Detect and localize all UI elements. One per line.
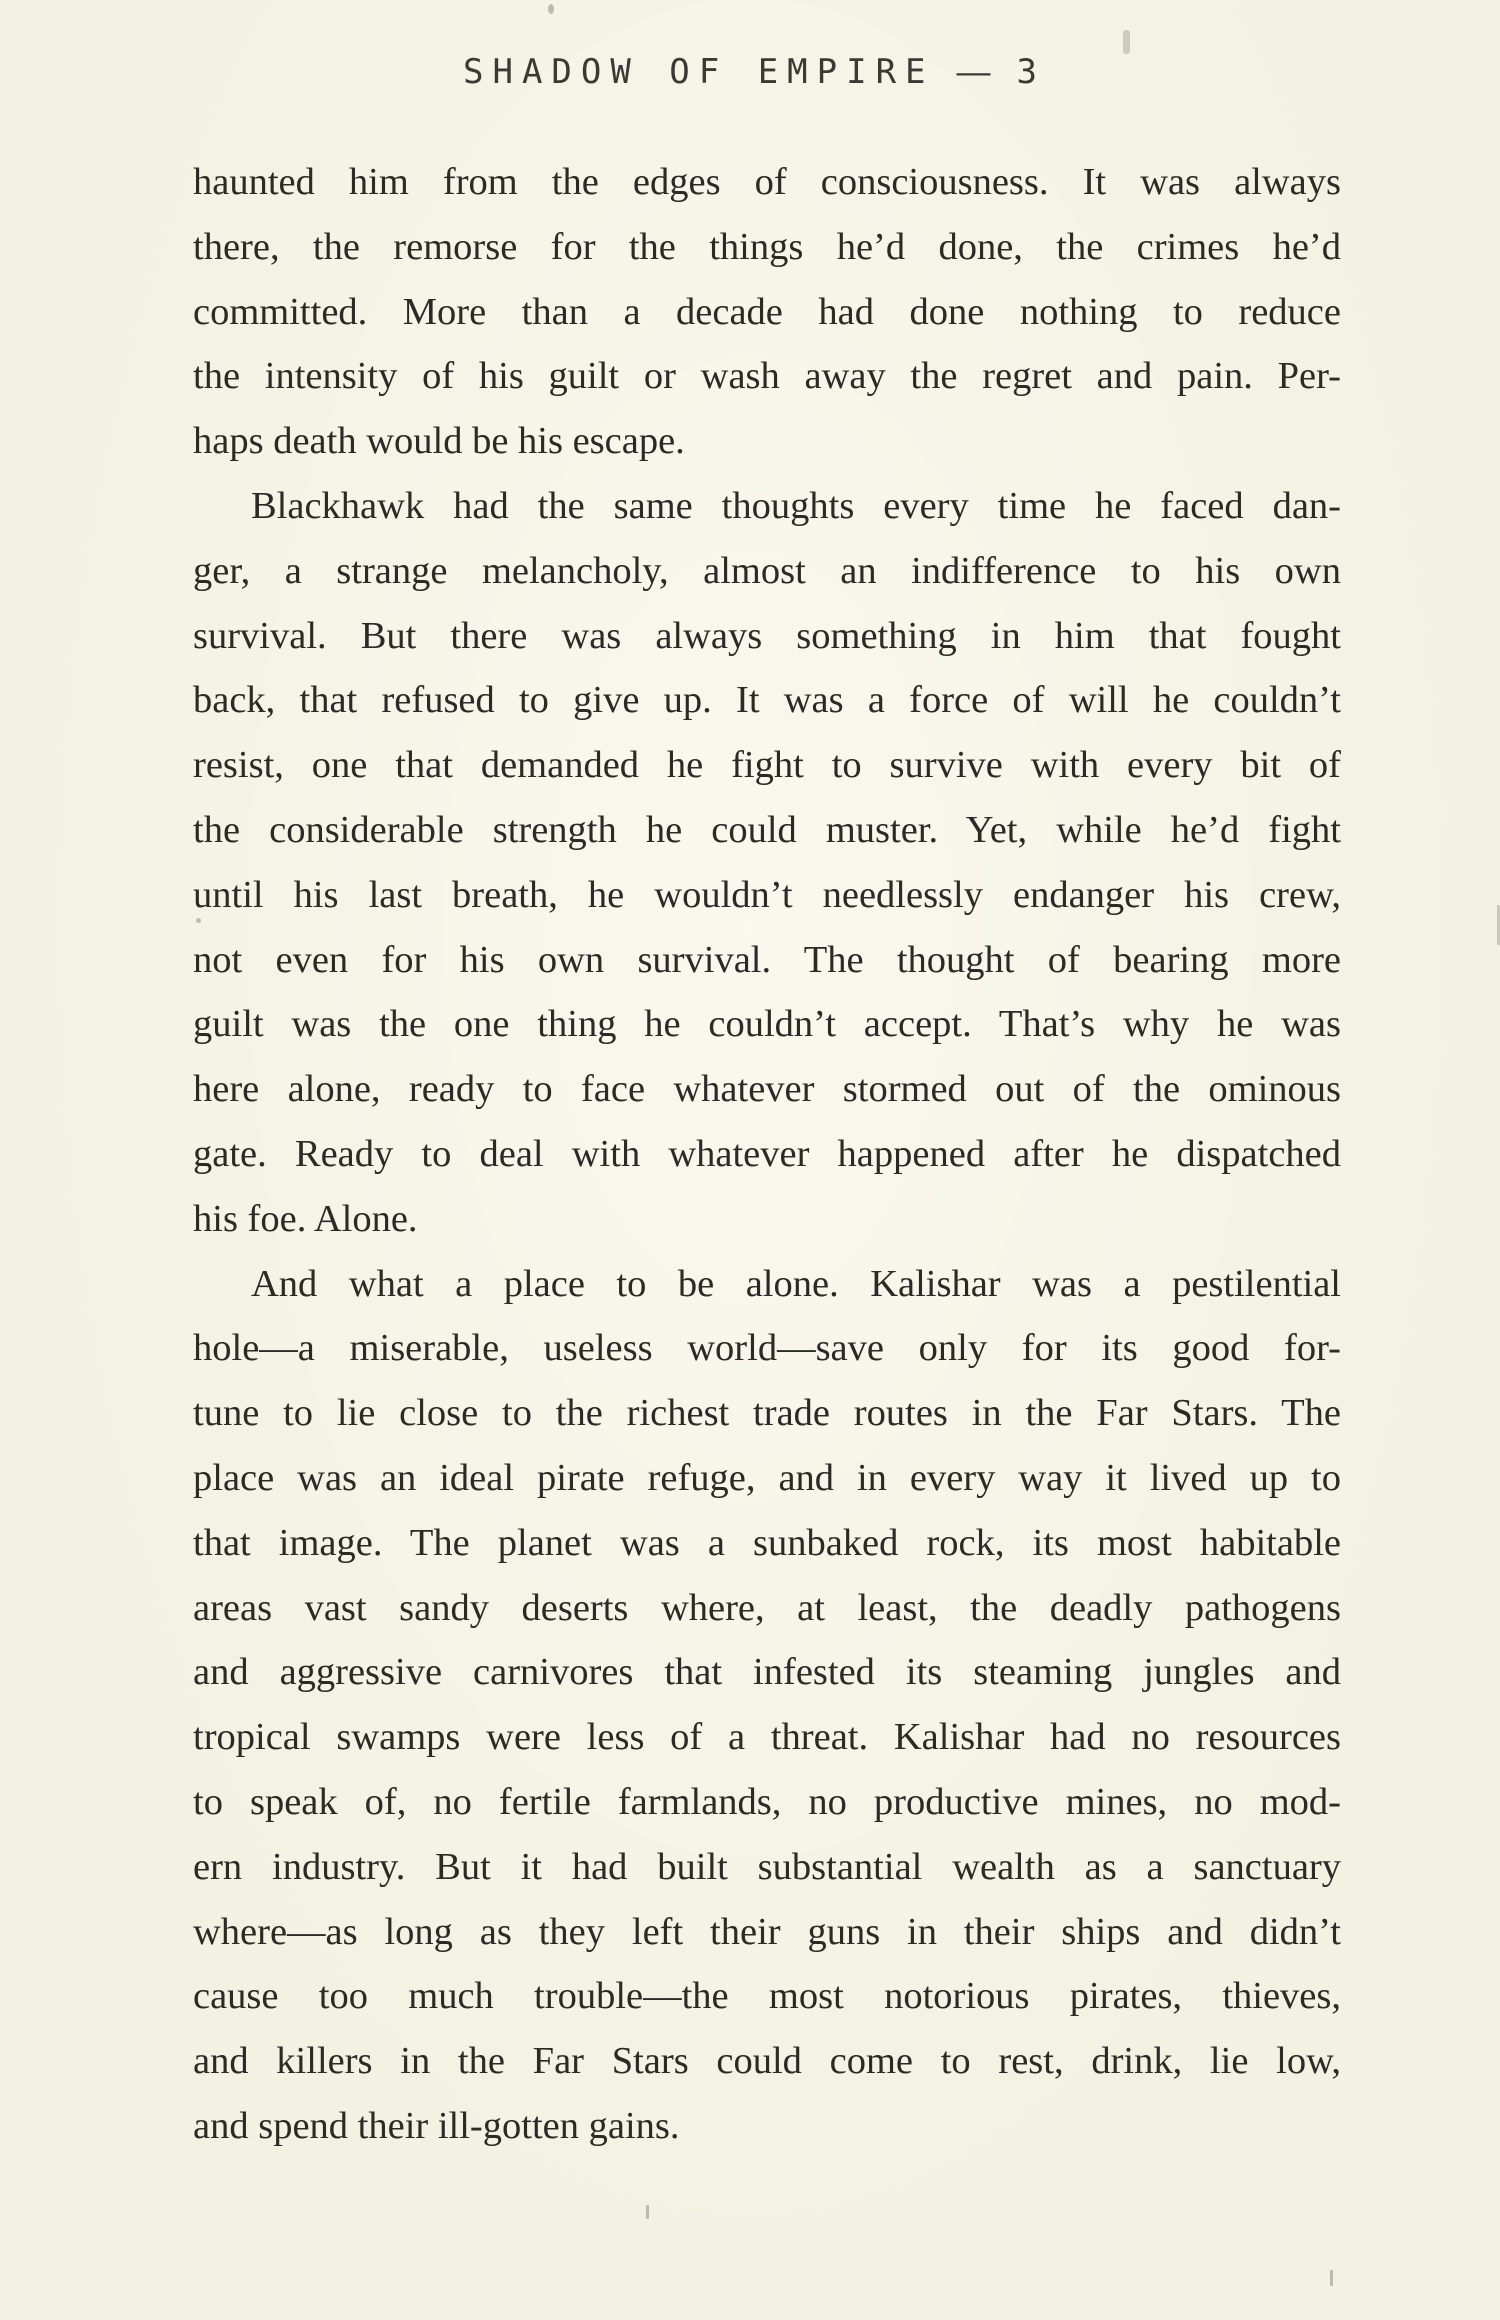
page-number: 3 xyxy=(1016,52,1037,92)
text-line: and spend their ill-gotten gains. xyxy=(193,2104,680,2147)
text-line: resist, one that demanded he fight to survive with every bit of xyxy=(193,744,1341,787)
text-line: place was an ideal pirate refuge, and in every way it lived up to xyxy=(193,1456,1341,1499)
text-line: guilt was the one thing he couldn’t accept. That’s why he was xyxy=(193,1003,1341,1046)
running-head xyxy=(0,52,1500,92)
text-line: the considerable strength he could muster. Yet, while he’d fight xyxy=(193,808,1341,851)
text-line: committed. More than a decade had done nothing to reduce xyxy=(193,290,1341,333)
text-line: gate. Ready to deal with whatever happened after he dispatched xyxy=(193,1132,1341,1175)
text-line: not even for his own survival. The thought of bearing more xyxy=(193,938,1341,981)
text-line: to speak of, no fertile farmlands, no productive mines, no mod- xyxy=(193,1780,1341,1823)
text-line: until his last breath, he wouldn’t needlessly endanger his crew, xyxy=(193,873,1341,916)
text-line: there, the remorse for the things he’d done, the crimes he’d xyxy=(193,225,1341,268)
text-line: And what a place to be alone. Kalishar was a pestilential xyxy=(251,1262,1341,1305)
running-head-separator: — xyxy=(956,53,991,91)
paper-speck xyxy=(1123,30,1130,54)
paper-speck xyxy=(1330,2270,1333,2286)
text-line: tune to lie close to the richest trade routes in the Far Stars. The xyxy=(193,1392,1341,1435)
text-line: here alone, ready to face whatever stormed out of the ominous xyxy=(193,1068,1341,1111)
text-line: hole—a miserable, useless world—save only for its good for- xyxy=(193,1327,1341,1370)
text-line: haps death would be his escape. xyxy=(193,420,685,463)
text-line: ger, a strange melancholy, almost an indifference to his own xyxy=(193,549,1341,592)
text-line: tropical swamps were less of a threat. Kalishar had no resources xyxy=(193,1716,1341,1759)
text-line: and aggressive carnivores that infested its steaming jungles and xyxy=(193,1651,1341,1694)
text-line: ern industry. But it had built substantial wealth as a sanctuary xyxy=(193,1845,1341,1888)
text-line: cause too much trouble—the most notorious pirates, thieves, xyxy=(193,1975,1341,2018)
paper-speck xyxy=(646,2205,649,2219)
running-head-title: SHADOW OF EMPIRE xyxy=(463,52,935,92)
text-line: and killers in the Far Stars could come to rest, drink, lie low, xyxy=(193,2040,1341,2083)
text-line: his foe. Alone. xyxy=(193,1197,418,1240)
text-line: areas vast sandy deserts where, at least, the deadly pathogens xyxy=(193,1586,1341,1629)
paper-speck xyxy=(548,4,554,14)
body-text xyxy=(193,150,1341,2159)
text-line: survival. But there was always something in him that fought xyxy=(193,614,1341,657)
text-line: Blackhawk had the same thoughts every time he faced dan- xyxy=(251,484,1341,527)
text-line: the intensity of his guilt or wash away the regret and pain. Per- xyxy=(193,355,1341,398)
text-line: where—as long as they left their guns in their ships and didn’t xyxy=(193,1910,1341,1953)
text-line: back, that refused to give up. It was a force of will he couldn’t xyxy=(193,679,1341,722)
text-line: that image. The planet was a sunbaked rock, its most habitable xyxy=(193,1521,1341,1564)
text-line: haunted him from the edges of consciousness. It was always xyxy=(193,161,1341,203)
